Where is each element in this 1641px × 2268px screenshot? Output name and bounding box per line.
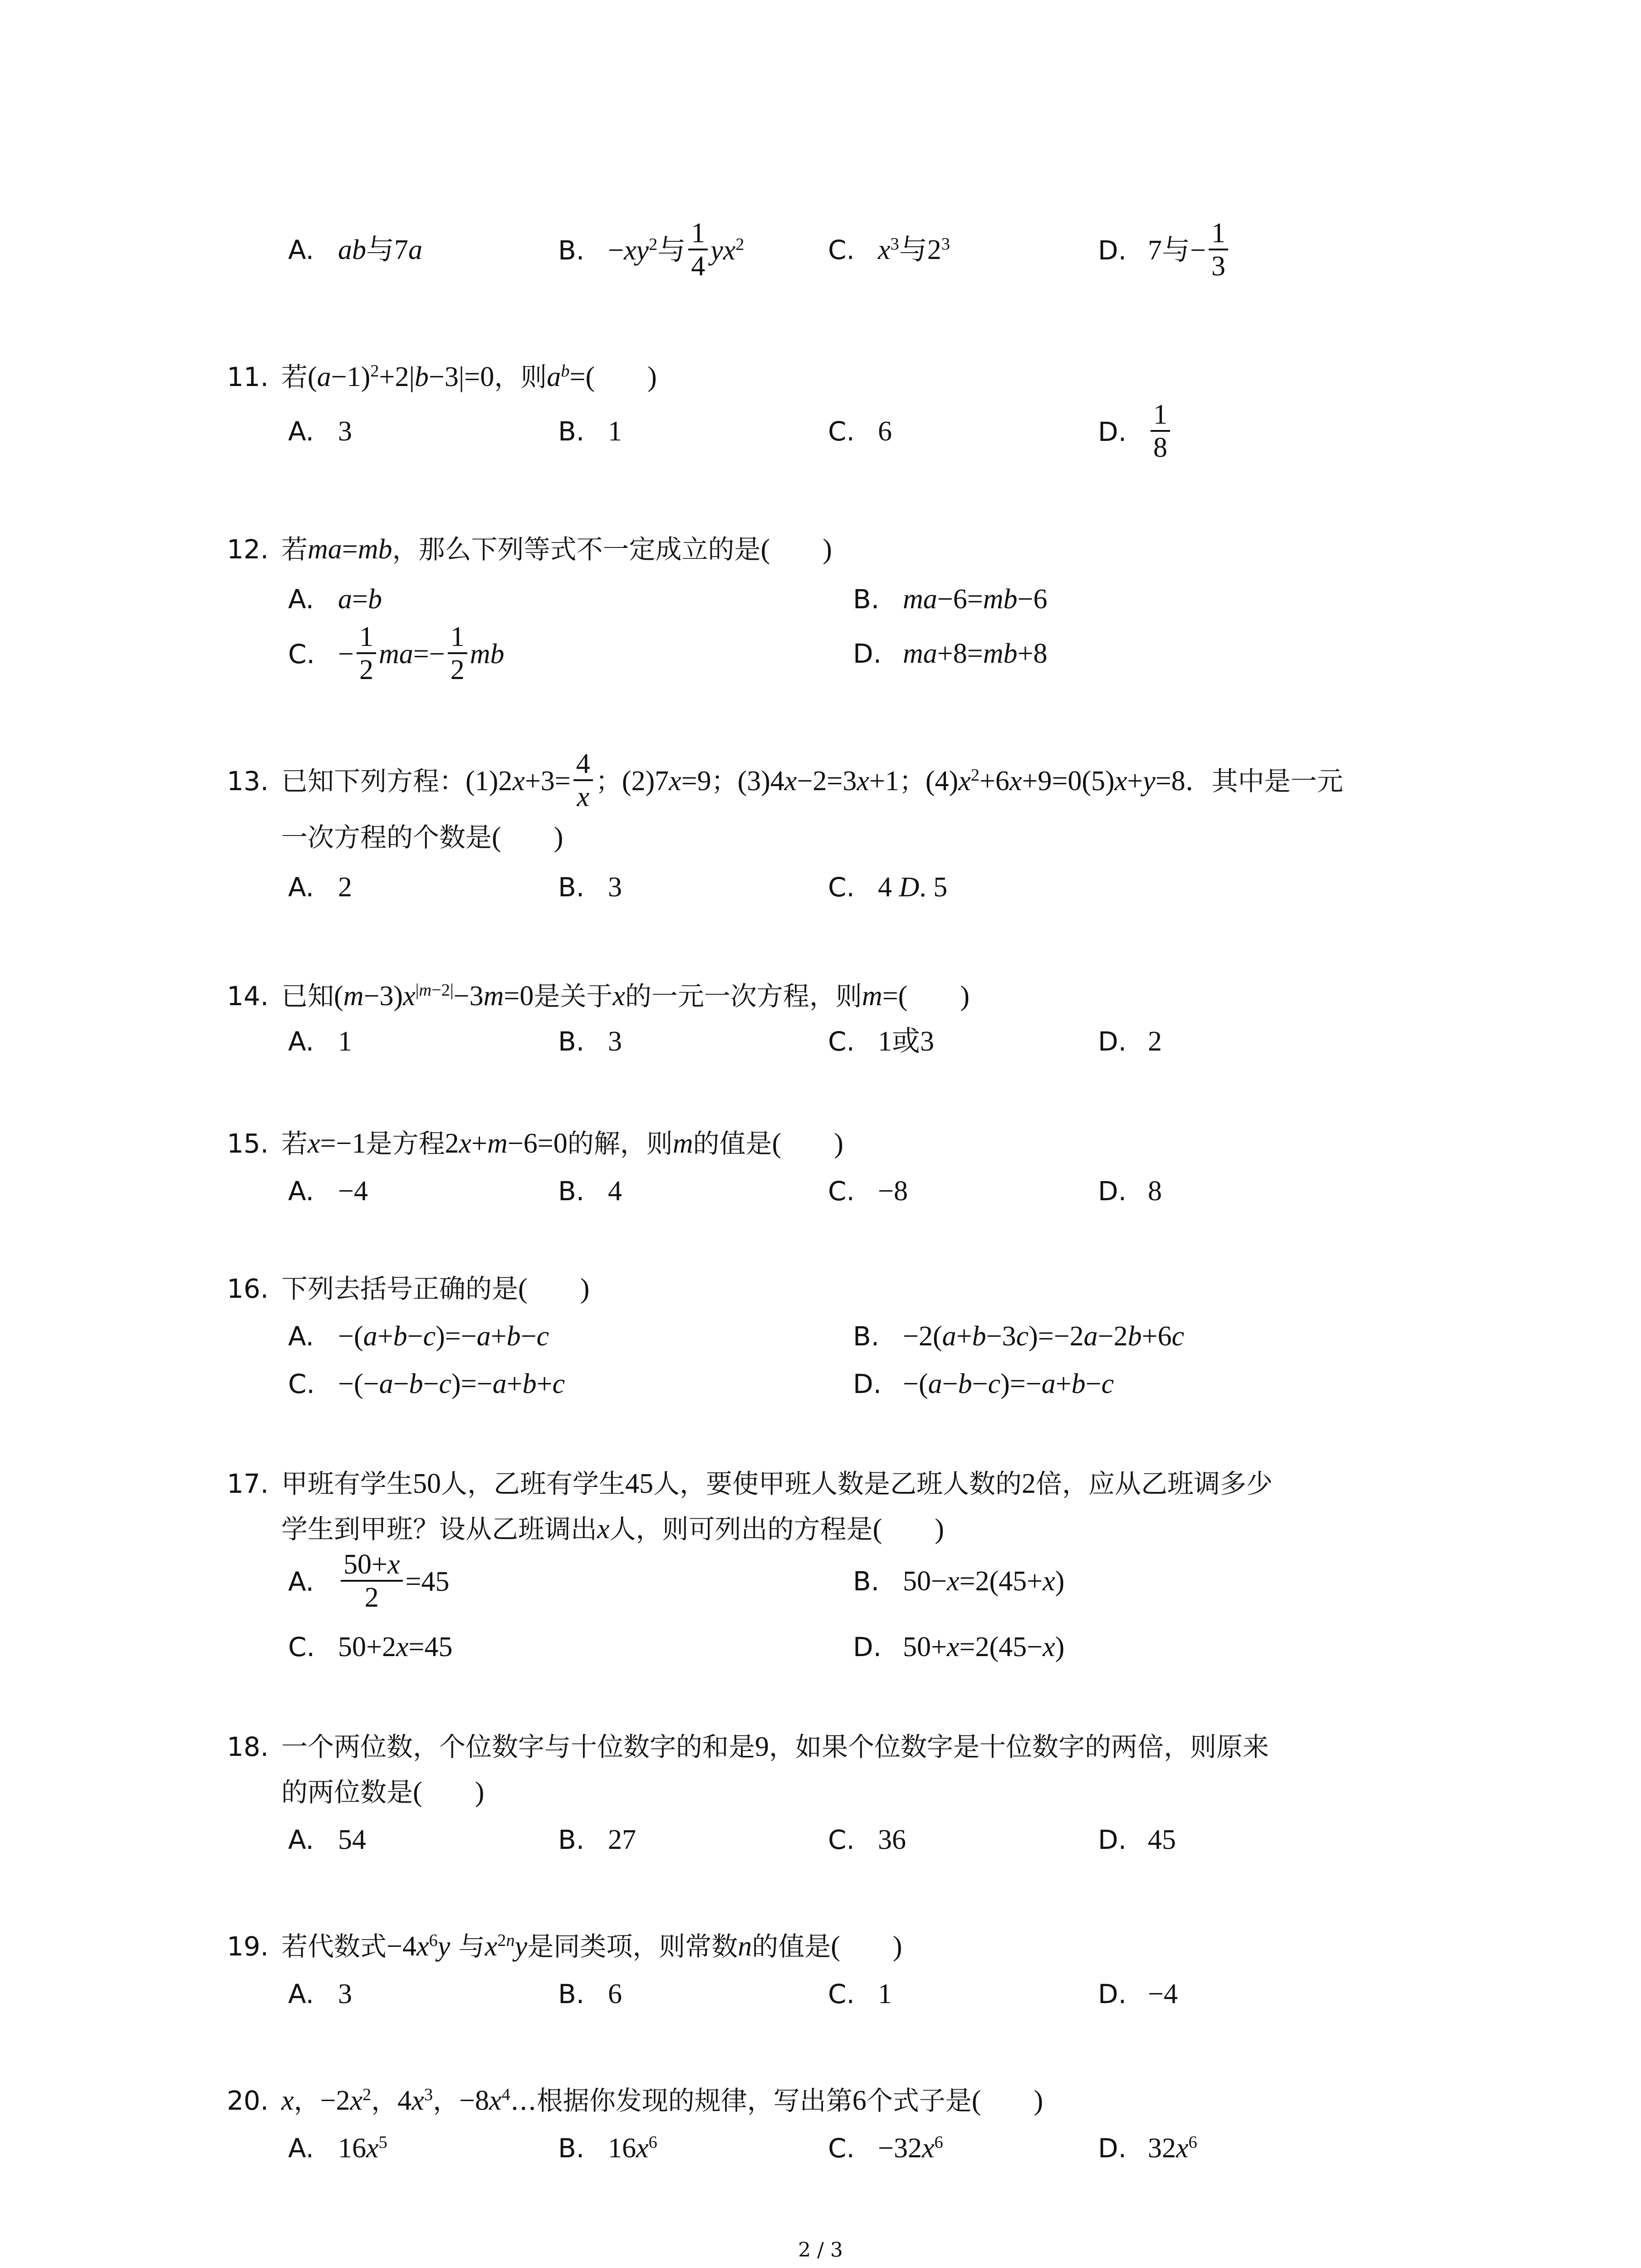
- q19-stem: 19. 若代数式$-4x^6y$ 与$x^{2n}y$是同类项，则常数n的值是( ): [227, 1931, 902, 1962]
- q12-option-b: B. ma−6=mb−6: [853, 584, 1048, 615]
- q13-stem-line2: 一次方程的个数是( ): [281, 822, 563, 853]
- q17-option-d: D. 50+x=2(45−x): [853, 1632, 1065, 1662]
- q16-option-d: D. −(a−b−c)=−a+b−c: [853, 1369, 1114, 1399]
- q19-option-c: C. 1: [828, 1979, 892, 2009]
- q10-option-b: B. $-xy^2$与 $\frac{1}{4}$ $yx^2$: [558, 218, 745, 282]
- q19-option-a: A. 3: [288, 1979, 352, 2009]
- q20-option-b: B. $16x^6$: [558, 2132, 657, 2164]
- q18-option-a: A. 54: [288, 1824, 366, 1855]
- q11-option-b: B. 1: [558, 416, 622, 447]
- q18-stem: 18. 一个两位数，个位数字与十位数字的和是9，如果个位数字是十位数字的两倍，则原来: [227, 1731, 1269, 1762]
- q19-option-d: D. −4: [1098, 1979, 1178, 2009]
- q18-option-d: D. 45: [1098, 1824, 1176, 1855]
- q18-option-b: B. 27: [558, 1824, 636, 1855]
- q13-option-c: C. 4 D. 5: [828, 872, 948, 903]
- q11-stem: 11. 若$(a-1)^2+2|b-3|=0$，则$a^b=$( ): [227, 361, 657, 392]
- q16-stem: 16. 下列去括号正确的是( ): [227, 1273, 590, 1304]
- q15-option-d: D. 8: [1098, 1176, 1162, 1207]
- q18-option-c: C. 36: [828, 1824, 906, 1855]
- q15-option-c: C. −8: [828, 1176, 908, 1207]
- q12-option-d: D. ma+8=mb+8: [853, 638, 1048, 669]
- q10-option-a: A. ab与7a: [288, 235, 423, 265]
- q10-option-c: C. $x^3$与$2^3$: [828, 234, 950, 265]
- q13-option-b: B. 3: [558, 872, 622, 903]
- q13-stem: 13. 已知下列方程：(1)2x+3= $\frac{4}{x}$ ；(2)7x=9；(3)4x−2=3x+1；$(4)x^2+6x+9=0(5)x+y=8$．其中是一元: [227, 748, 1343, 813]
- q14-option-d: D. 2: [1098, 1026, 1162, 1057]
- q14-option-b: B. 3: [558, 1026, 622, 1057]
- q15-option-b: B. 4: [558, 1176, 622, 1207]
- q17-stem: 17. 甲班有学生50人，乙班有学生45人，要使甲班人数是乙班人数的2倍，应从乙班调多少: [227, 1468, 1273, 1499]
- q16-option-c: C. −(−a−b−c)=−a+b+c: [288, 1369, 565, 1399]
- q17-option-c: C. 50+2x=45: [288, 1632, 453, 1662]
- q12-stem: 12. 若ma=mb，那么下列等式不一定成立的是( ): [227, 534, 832, 565]
- q14-option-c: C. 1或3: [828, 1026, 935, 1057]
- q20-stem: 20. x，$-2x^2$，$4x^3$，$-8x^4\dots$根据你发现的规律，写出第6个式子是( ): [227, 2085, 1043, 2116]
- q11-option-d: D. $\frac{1}{8}$: [1098, 399, 1173, 464]
- q12-option-c: C. − $\frac{1}{2}$ ma=− $\frac{1}{2}$ mb: [288, 621, 505, 686]
- q16-option-b: B. −2(a+b−3c)=−2a−2b+6c: [853, 1321, 1185, 1352]
- q19-option-b: B. 6: [558, 1979, 622, 2009]
- q18-stem-line2: 的两位数是( ): [281, 1777, 485, 1808]
- q17-stem-line2: 学生到甲班？设从乙班调出x人，则可列出的方程是( ): [281, 1514, 944, 1545]
- q17-option-b: B. 50−x=2(45+x): [853, 1566, 1065, 1597]
- q13-option-a: A. 2: [288, 872, 352, 903]
- q20-option-a: A. $16x^5$: [288, 2132, 387, 2164]
- q11-option-a: A. 3: [288, 416, 352, 447]
- q14-option-a: A. 1: [288, 1026, 352, 1057]
- q15-stem: 15. 若x=−1是方程2x+m−6=0的解，则m的值是( ): [227, 1128, 843, 1159]
- q20-option-c: C. $-32x^6$: [828, 2132, 943, 2164]
- q16-option-a: A. −(a+b−c)=−a+b−c: [288, 1321, 549, 1352]
- page-number: 2 / 3: [798, 2239, 843, 2262]
- q14-stem: 14. 已知$(m-3)x^{|m-2|}-3m=0$是关于x的一元一次方程，则m=( ): [227, 980, 970, 1012]
- q17-option-a: A. $\frac{50+x}{2}$ =45: [288, 1549, 450, 1613]
- q11-option-c: C. 6: [828, 416, 892, 447]
- q20-option-d: D. $32x^6$: [1098, 2132, 1197, 2164]
- q12-option-a: A. a=b: [288, 584, 382, 615]
- q10-option-d: D. 7与− $\frac{1}{3}$: [1098, 218, 1231, 283]
- q15-option-a: A. −4: [288, 1176, 368, 1207]
